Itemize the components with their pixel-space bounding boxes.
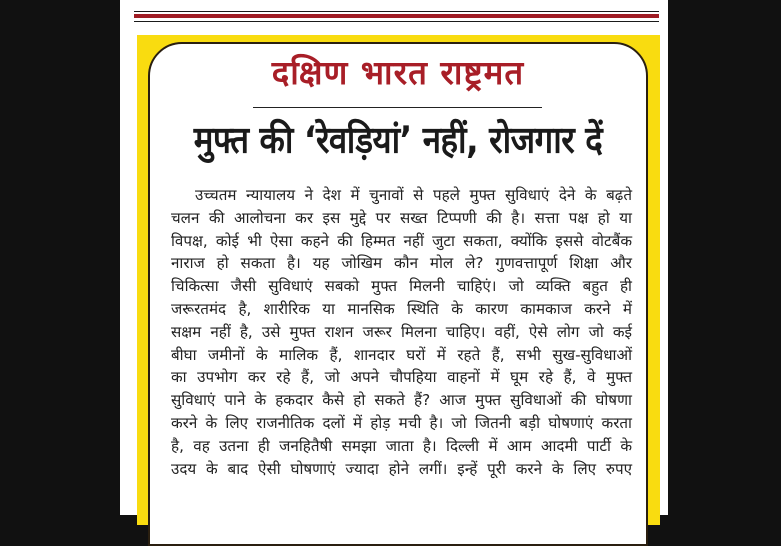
header-rule-thin-top [134,11,659,12]
body-line: चलन की आलोचना कर इस मुद्दे पर सख्त टिप्पणी की है। सत्ता पक्ष हो या [171,208,632,227]
body-line: सुविधाएं पाने के हकदार कैसे हो सकते हैं? आज मुफ्त सुविधाओं की घोषणा [171,391,632,410]
editorial-box [148,42,648,546]
body-line: विपक्ष, कोई भी ऐसा कहने की हिम्मत नहीं जुटा सकता, क्योंकि इससे वोटबैंक [171,231,632,250]
body-line: है, वह उतना ही जनहितैषी समझा जाता है। दिल्ली में आम आदमी पार्टी के [171,436,632,455]
article-headline: मुफ्त की ‘रेवड़ियां’ नहीं, रोजगार दें [193,117,603,162]
body-line: करने के लिए राजनीतिक दलों में होड़ मची है। जो जितनी बड़ी घोषणाएं करता [171,413,632,432]
body-line: का उपभोग कर रहे हैं, जो अपने चौपहिया वाहनों में घूम रहे हैं, वे मुफ्त [171,368,632,387]
header-rule-thin-bottom [134,21,659,22]
editorial-frame [137,35,660,525]
header-rule-red [134,14,659,18]
body-line: सक्षम नहीं है, उसे मुफ्त राशन जरूर मिलना चाहिए। वहीं, ऐसे लोग जो कई [171,322,632,341]
newspaper-page [120,0,668,515]
body-line: बीघा जमीनों के मालिक हैं, शानदार घरों में रहते हैं, सभी सुख-सुविधाओं [171,345,632,364]
article-body [171,184,632,480]
masthead-divider [253,107,542,108]
body-line: चिकित्सा जैसी सुविधाएं सबको मुफ्त मिलनी चाहिएं। जो व्यक्ति बहुत ही [171,277,632,296]
body-line: उदय के बाद ऐसी घोषणाएं ज्यादा होने लगीं। इन्हें पूरी करने के लिए रुपए [171,459,632,478]
body-line: जरूरतमंद है, शारीरिक या मानसिक स्थिति के कारण कामकाज करने में [171,299,632,318]
body-line: नाराज हो सकता है। यह जोखिम कौन मोल ले? गुणवत्तापूर्ण शिक्षा और [171,254,632,273]
body-line: उच्चतम न्यायालय ने देश में चुनावों से पहले मुफ्त सुविधाएं देने के बढ़ते [195,186,632,204]
masthead-title: दक्षिण भारत राष्ट्रमत [271,53,525,92]
